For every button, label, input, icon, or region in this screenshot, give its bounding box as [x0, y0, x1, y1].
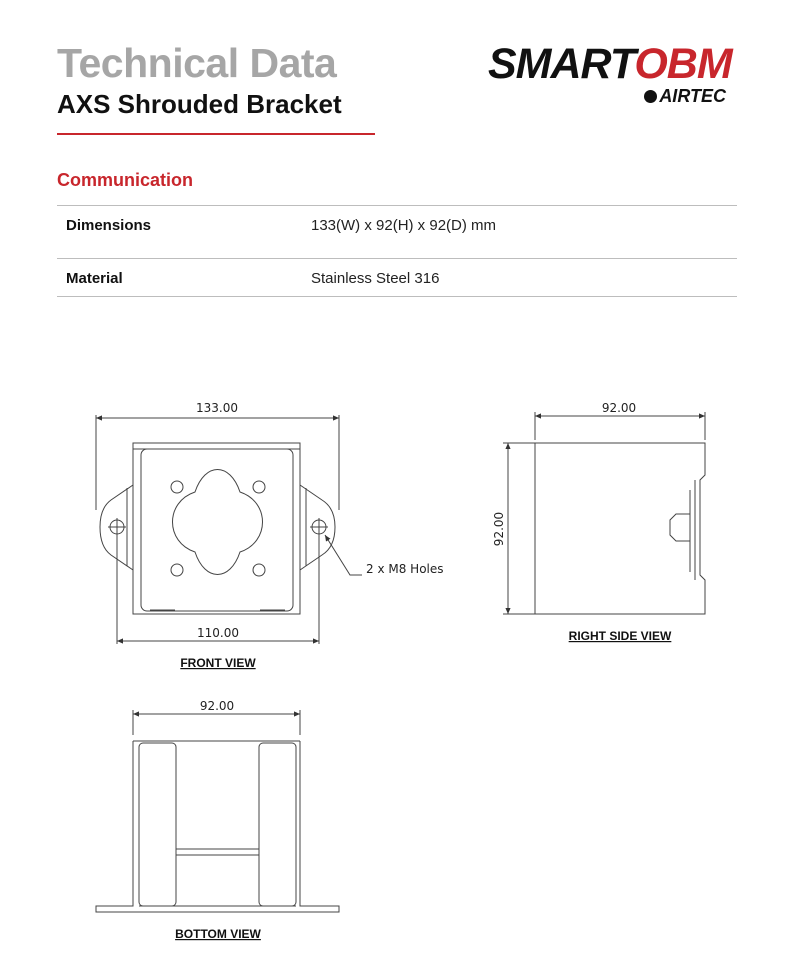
front-view-label: FRONT VIEW [180, 656, 256, 670]
bottom-width-dim: 92.00 [199, 699, 235, 713]
airtec-wordmark: AIRTEC [659, 86, 726, 106]
spec-value: Stainless Steel 316 [311, 270, 440, 287]
front-hole-spacing-dim: 110.00 [197, 626, 239, 640]
page-title: Technical Data [57, 40, 337, 86]
spec-label: Material [66, 270, 123, 287]
spec-value: 133(W) x 92(H) x 92(D) mm [311, 217, 497, 234]
logo-part-obm: OBM [634, 40, 732, 88]
front-width-dim: 133.00 [196, 401, 238, 415]
bottom-view-label: BOTTOM VIEW [175, 927, 261, 941]
spec-label: Dimensions [66, 217, 152, 234]
product-name: AXS Shrouded Bracket [57, 89, 342, 119]
side-width-dim: 92.00 [601, 401, 637, 415]
right-side-view-label: RIGHT SIDE VIEW [568, 629, 672, 643]
right-side-view [503, 412, 705, 614]
logo-part-smart: SMART [488, 40, 635, 88]
front-view [96, 415, 362, 644]
section-heading: Communication [57, 170, 194, 190]
holes-callout: 2 x M8 Holes [366, 562, 444, 576]
bottom-view [96, 710, 339, 912]
side-height-dim: 92.00 [492, 511, 506, 547]
